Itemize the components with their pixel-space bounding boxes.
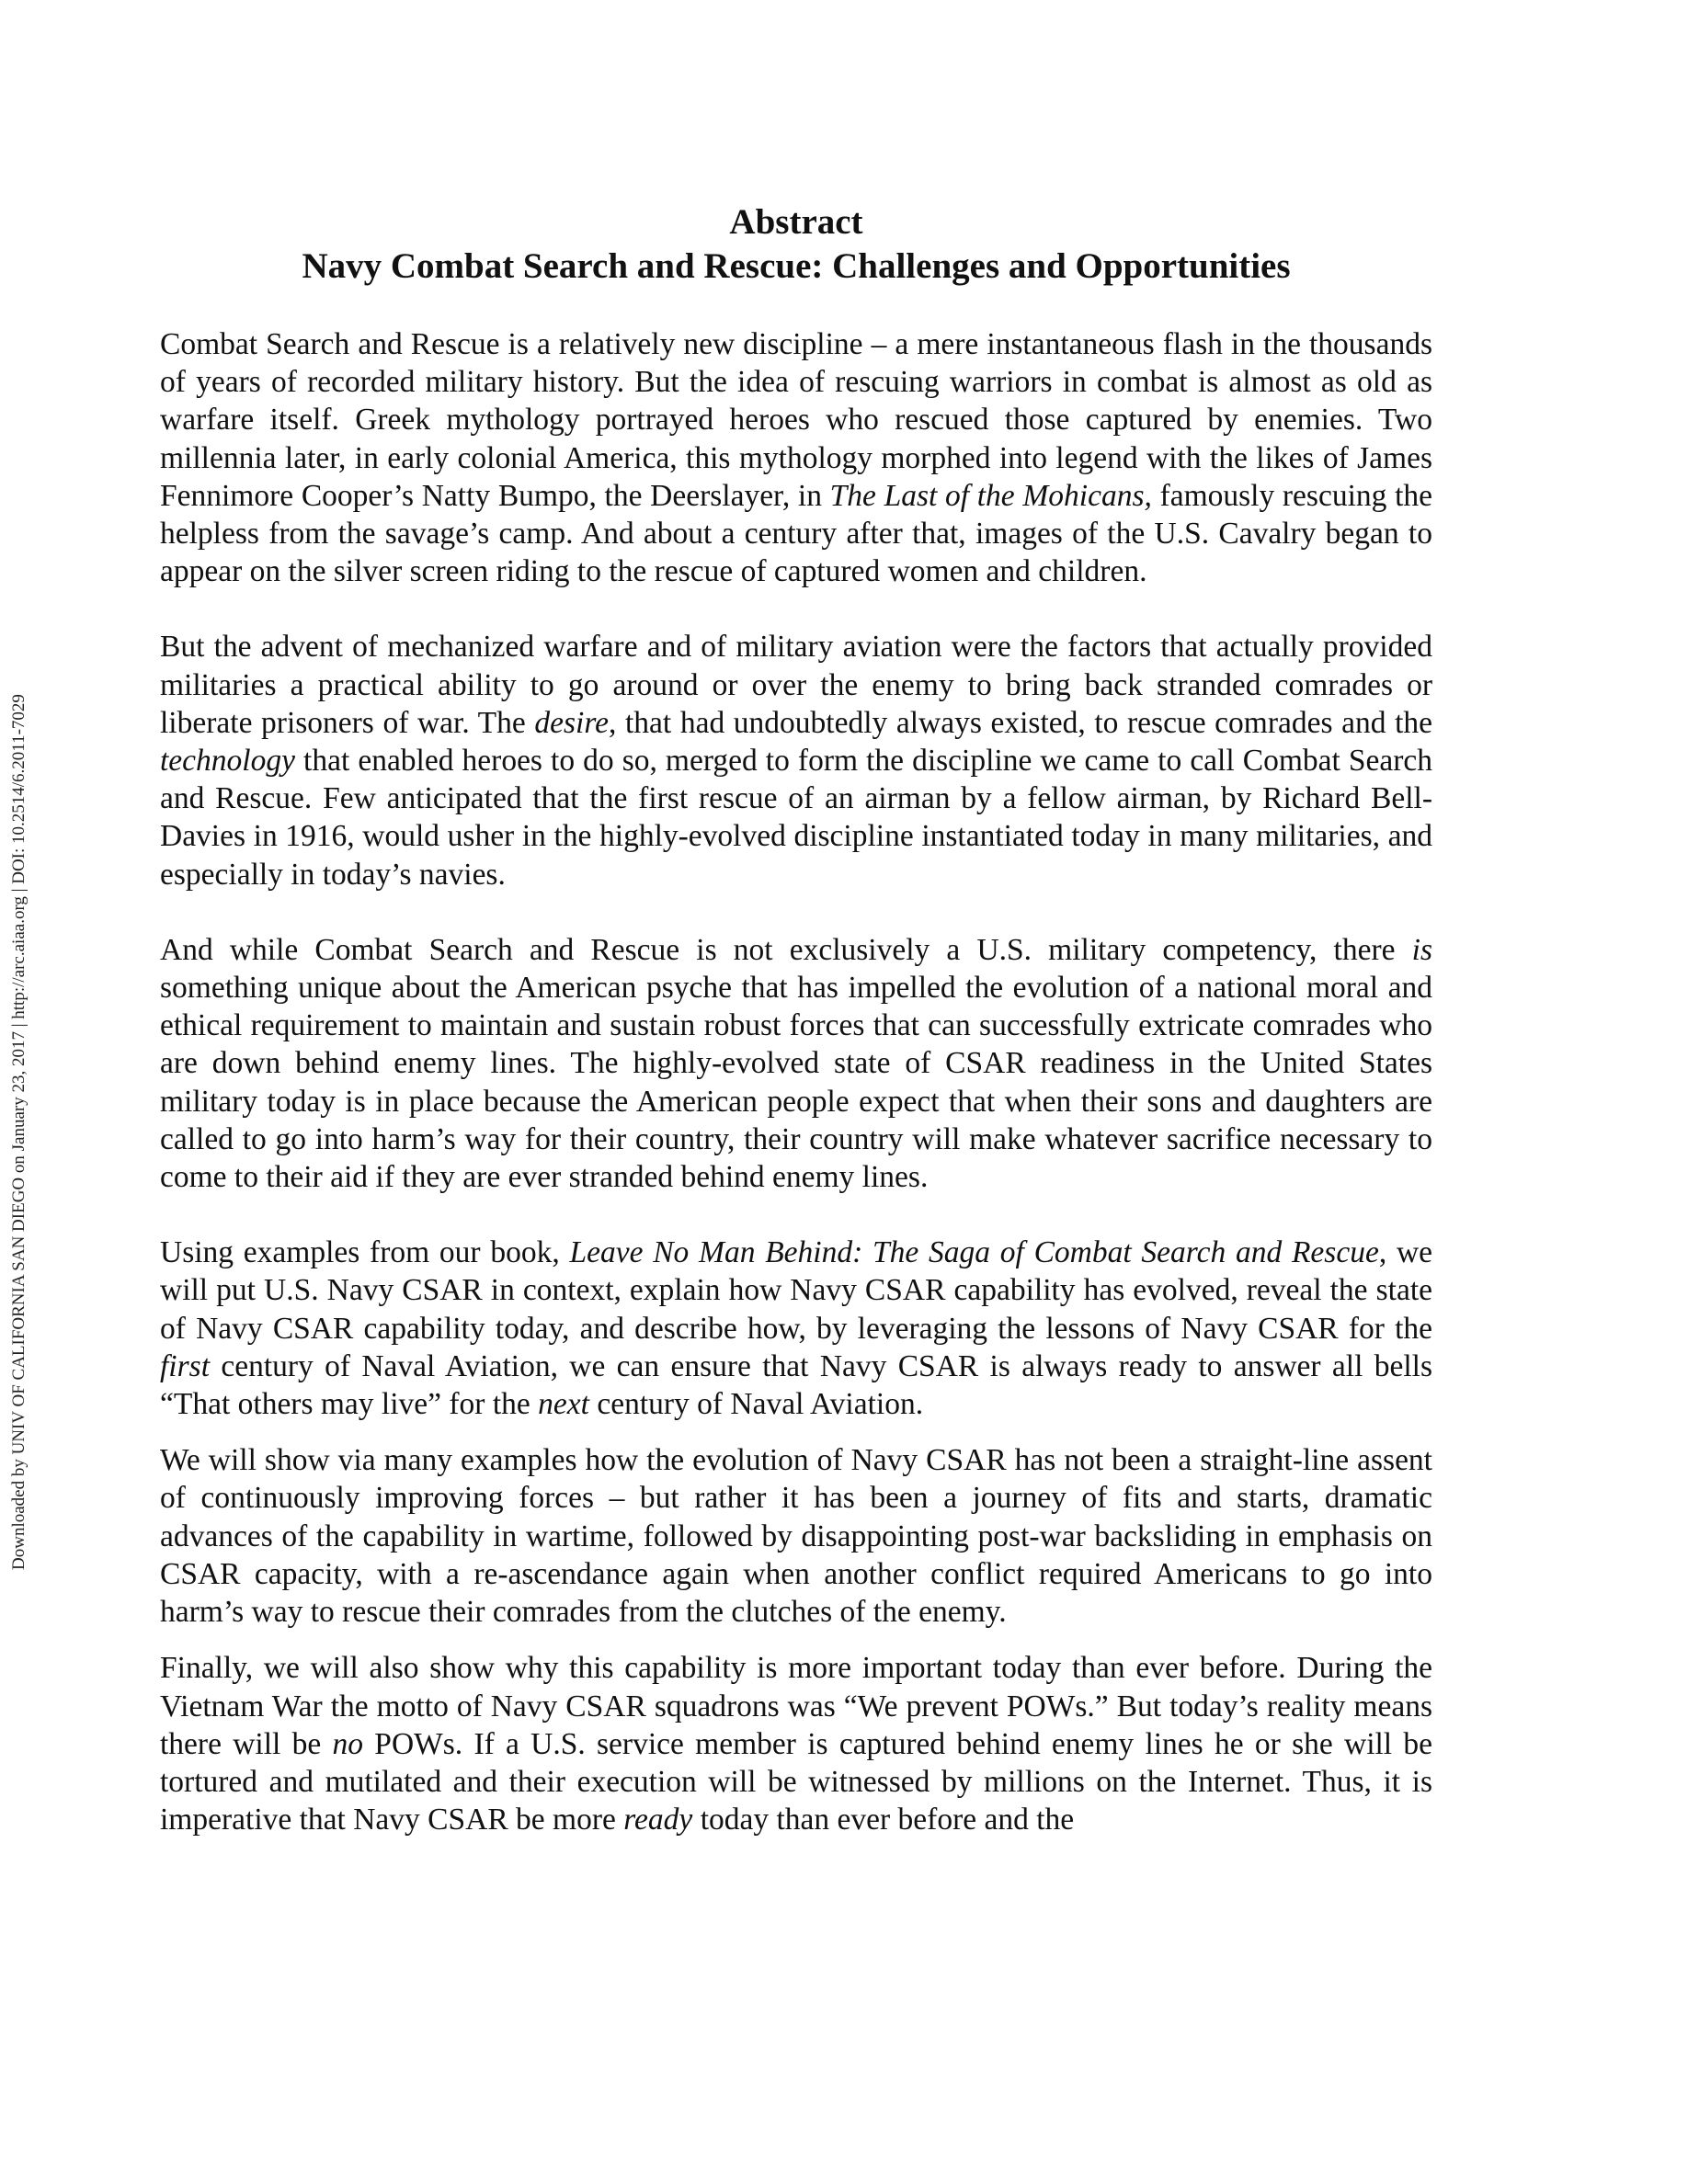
paragraph-2 <box>160 628 1432 893</box>
paper-page <box>160 200 1432 1876</box>
text-run: Finally, we will also show why this capability is more important today than ever before. During the Vietnam War the motto of Navy CSAR squadrons was “We prevent POWs.” But today’s reality means there will be <box>160 1651 1432 1761</box>
text-run: But the advent of mechanized warfare and of military aviation were the factors that actually provided militaries a practical ability to go around or over the enemy to bring back stranded comrades or liberate prisoners of war. The <box>160 630 1432 740</box>
paper-title: Navy Combat Search and Rescue: Challenges and Opportunities <box>302 246 1291 286</box>
abstract-heading: Abstract <box>729 202 863 242</box>
paragraph-6 <box>160 1649 1432 1838</box>
italic-text-run: next <box>538 1387 589 1422</box>
text-run: Using examples from our book, <box>160 1235 570 1270</box>
text-run: that enabled heroes to do so, merged to form the discipline we came to call Combat Search and Rescue. Few anticipated that the first rescue of an airman by a fellow airman, by Richard Bell-Davies in 1916, would usher in the highly-evolved discipline instantiated today in many militaries, and especially in today’s navies. <box>160 744 1432 892</box>
text-run: century of Naval Aviation. <box>588 1387 924 1422</box>
italic-text-run: desire <box>534 705 610 740</box>
italic-text-run: is <box>1411 932 1432 967</box>
italic-text-run: Leave No Man Behind: The Saga of Combat Search and Rescue <box>569 1235 1379 1270</box>
download-stamp: Downloaded by UNIV OF CALIFORNIA SAN DIEGO on January 23, 2017 | http://arc.aiaa.org | DOI: 10.2514/6.2011-7029 <box>9 694 29 1570</box>
italic-text-run: first <box>160 1348 210 1383</box>
text-run: famously rescuing the helpless from the savage’s camp. And about a century after that, images of the U.S. Cavalry began to appear on the silver screen riding to the rescue of captured women and children. <box>160 478 1432 589</box>
paragraph-4 <box>160 1234 1432 1423</box>
italic-text-run: The Last of the Mohicans, <box>829 478 1152 513</box>
italic-text-run: technology <box>160 744 295 779</box>
text-run: POWs. If a U.S. service member is captured behind enemy lines he or she will be tortured and mutilated and their execution will be witnessed by millions on the Internet. Thus, it is imperative that Navy CSAR be more <box>160 1726 1433 1837</box>
text-run: something unique about the American psyche that has impelled the evolution of a national moral and ethical requirement to maintain and sustain robust forces that can successfully extricate comrades who are down behind enemy lines. The highly-evolved state of CSAR readiness in the United States military today is in place because the American people expect that when their sons and daughters are called to go into harm’s way for their country, their country will make whatever sacrifice necessary to come to their aid if they are ever stranded behind enemy lines. <box>160 971 1432 1195</box>
paragraph-5 <box>160 1441 1432 1631</box>
text-run: today than ever before and the <box>692 1803 1075 1837</box>
paragraph-1 <box>160 325 1432 590</box>
text-run: , that had undoubtedly always existed, to rescue comrades and the <box>609 705 1433 740</box>
text-run: , we will put U.S. Navy CSAR in context, explain how Navy CSAR capability has evolved, reveal the state of Navy CSAR capability today, and describe how, by leveraging the lessons of Navy CSAR for the <box>160 1235 1433 1346</box>
text-run: Combat Search and Rescue is a relatively new discipline – a mere instantaneous flash in the thousands of years of recorded military history. But the idea of rescuing warriors in combat is almost as old as warfare itself. Greek mythology portrayed heroes who rescued those captured by enemies. Two millennia later, in early colonial America, this mythology morphed into legend with the likes of James Fennimore Cooper’s Natty Bumpo, the Deerslayer, in <box>160 327 1432 513</box>
text-run: We will show via many examples how the evolution of Navy CSAR has not been a straight-line assent of continuously improving forces – but rather it has been a journey of fits and starts, dramatic advances of the capability in wartime, followed by disappointing post-war backsliding in emphasis on CSAR capacity, with a re-ascendance again when another conflict required Americans to go into harm’s way to rescue their comrades from the clutches of the enemy. <box>160 1443 1432 1630</box>
paragraph-3 <box>160 931 1432 1196</box>
text-run: And while Combat Search and Rescue is not exclusively a U.S. military competency, there <box>160 932 1412 967</box>
title-block <box>160 200 1432 289</box>
italic-text-run: ready <box>623 1803 693 1837</box>
italic-text-run: no <box>332 1726 364 1761</box>
text-run: century of Naval Aviation, we can ensure that Navy CSAR is always ready to answer all bells “That others may live” for the <box>160 1348 1432 1422</box>
